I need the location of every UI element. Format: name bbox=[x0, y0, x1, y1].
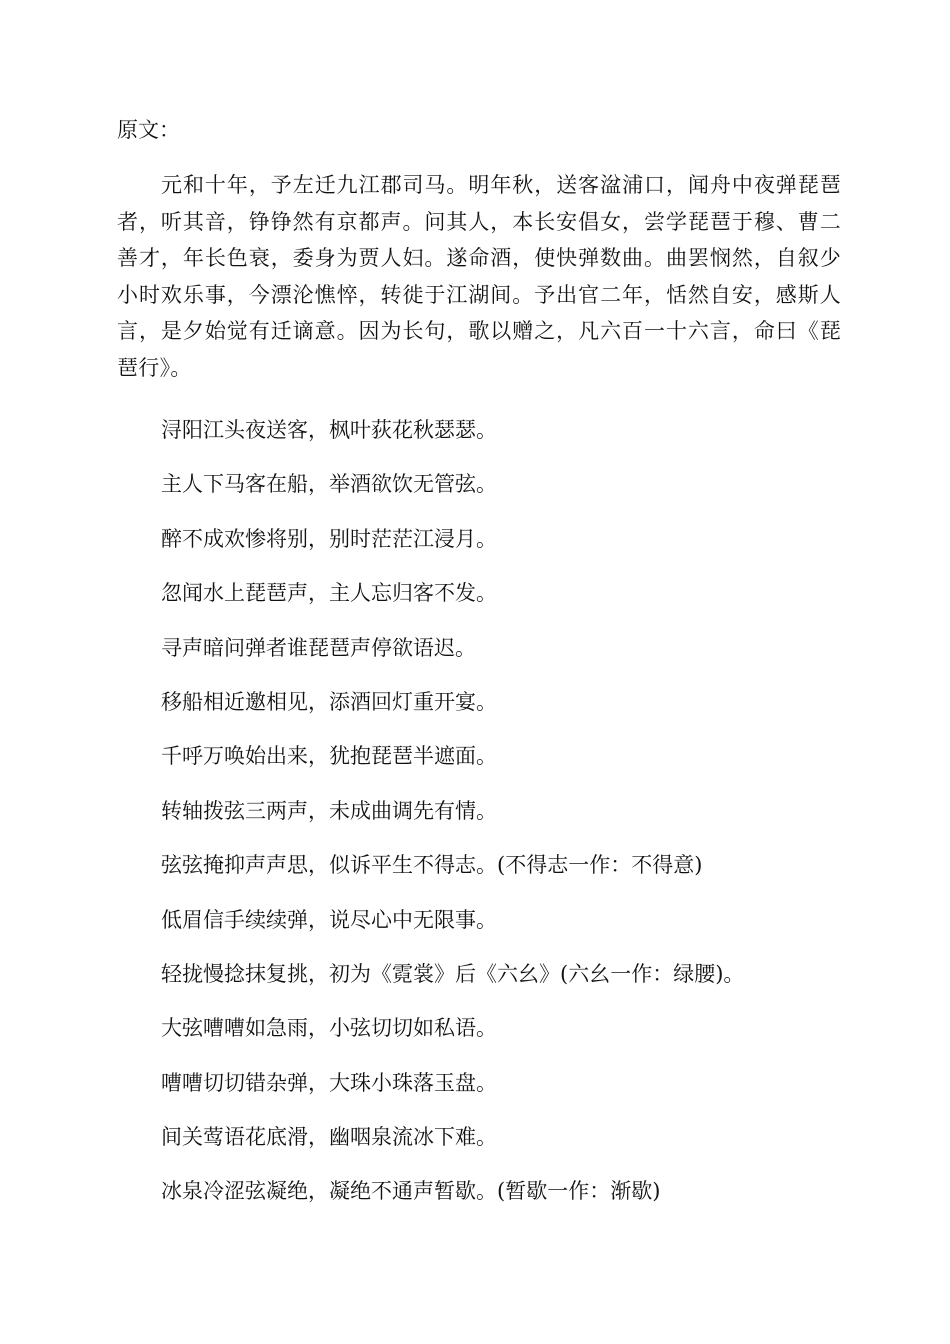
poem-line: 转轴拨弦三两声，未成曲调先有情。 bbox=[161, 798, 497, 823]
poem-line: 千呼万唤始出来，犹抱琵琶半遮面。 bbox=[161, 744, 497, 769]
poem-line: 忽闻水上琵琶声，主人忘归客不发。 bbox=[161, 581, 497, 606]
poem-line: 浔阳江头夜送客，枫叶荻花秋瑟瑟。 bbox=[161, 418, 497, 442]
poem-line: 间关莺语花底滑，幽咽泉流冰下难。 bbox=[161, 1125, 497, 1150]
poem-line: 低眉信手续续弹，说尽心中无限事。 bbox=[161, 907, 497, 932]
section-heading: 原文： bbox=[117, 118, 180, 142]
poem-verses bbox=[161, 414, 744, 1230]
poem-line: 主人下马客在船，举酒欲饮无管弦。 bbox=[161, 472, 497, 497]
poem-line: 轻拢慢捻抹复挑，初为《霓裳》后《六幺》(六幺一作：绿腰)。 bbox=[161, 961, 745, 986]
preface-paragraph: 元和十年，予左迁九江郡司马。明年秋，送客湓浦口，闻舟中夜弹琵琶者，听其音，铮铮然有京都声。问其人，本长安倡女，尝学琵琶于穆、曹二善才，年长色衰，委身为贾人妇。遂命酒，使快弹数曲。曲罢悯然，自叙少小时欢乐事，今漂沦憔悴，转徙于江湖间。予出官二年，恬然自安，感斯人言，是夕始觉有迁谪意。因为长句，歌以赠之，凡六百一十六言，命曰《琵琶行》。 bbox=[117, 173, 841, 380]
poem-line: 醉不成欢惨将别，别时茫茫江浸月。 bbox=[161, 526, 497, 551]
poem-line: 弦弦掩抑声声思，似诉平生不得志。(不得志一作：不得意) bbox=[161, 853, 703, 878]
poem-line: 寻声暗问弹者谁琵琶声停欲语迟。 bbox=[161, 635, 476, 660]
poem-line: 移船相近邀相见，添酒回灯重开宴。 bbox=[161, 689, 497, 714]
poem-line: 嘈嘈切切错杂弹，大珠小珠落玉盘。 bbox=[161, 1070, 497, 1095]
poem-line: 大弦嘈嘈如急雨，小弦切切如私语。 bbox=[161, 1016, 497, 1041]
poem-line: 冰泉冷涩弦凝绝，凝绝不通声暂歇。(暂歇一作：渐歇) bbox=[161, 1179, 661, 1204]
